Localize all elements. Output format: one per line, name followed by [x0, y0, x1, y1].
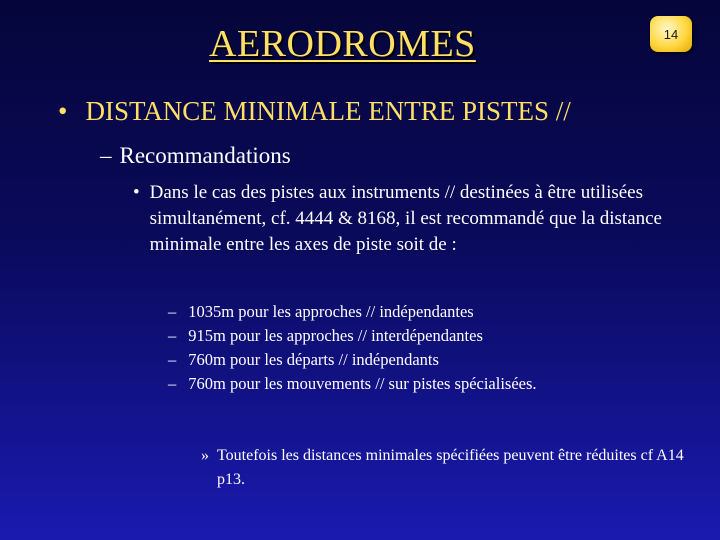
note-text: Toutefois les distances minimales spécifiées peuvent être réduites cf A14 p13. [217, 447, 684, 488]
list-item-text: 760m pour les départs // indépendants [188, 350, 439, 369]
note-item [201, 444, 691, 492]
dash-bullet: – [168, 350, 177, 369]
dash-bullet: – [100, 143, 112, 168]
slide-title: AERODROMES [209, 23, 476, 65]
recommendation-item [133, 180, 693, 258]
page-number-badge [650, 16, 692, 52]
subheading-item [100, 143, 291, 169]
dash-bullet: – [168, 326, 177, 345]
dash-bullet: – [168, 302, 177, 321]
list-item-text: 915m pour les approches // interdépendantes [188, 326, 483, 345]
dash-bullet: – [168, 374, 177, 393]
list-item-text: 1035m pour les approches // indépendantes [188, 302, 474, 321]
chevron-bullet: » [201, 447, 209, 464]
list-item [168, 324, 537, 348]
bullet-dot: • [58, 96, 68, 126]
page-number: 14 [663, 26, 679, 42]
list-item-text: 760m pour les mouvements // sur pistes spécialisées. [188, 374, 537, 393]
heading-text: DISTANCE MINIMALE ENTRE PISTES // [85, 96, 571, 126]
list-item [168, 300, 537, 324]
recommendation-text: Dans le cas des pistes aux instruments // destinées à être utilisées simultanément, cf. 4444 & 8168, il est recommandé que la distance minimale entre les axes de piste soit de : [149, 182, 662, 255]
list-item [168, 348, 537, 372]
bullet-dot: • [133, 182, 140, 203]
distance-list [168, 300, 537, 396]
heading-bullet-item [58, 96, 571, 127]
subheading-text: Recommandations [119, 143, 291, 168]
list-item [168, 372, 537, 396]
